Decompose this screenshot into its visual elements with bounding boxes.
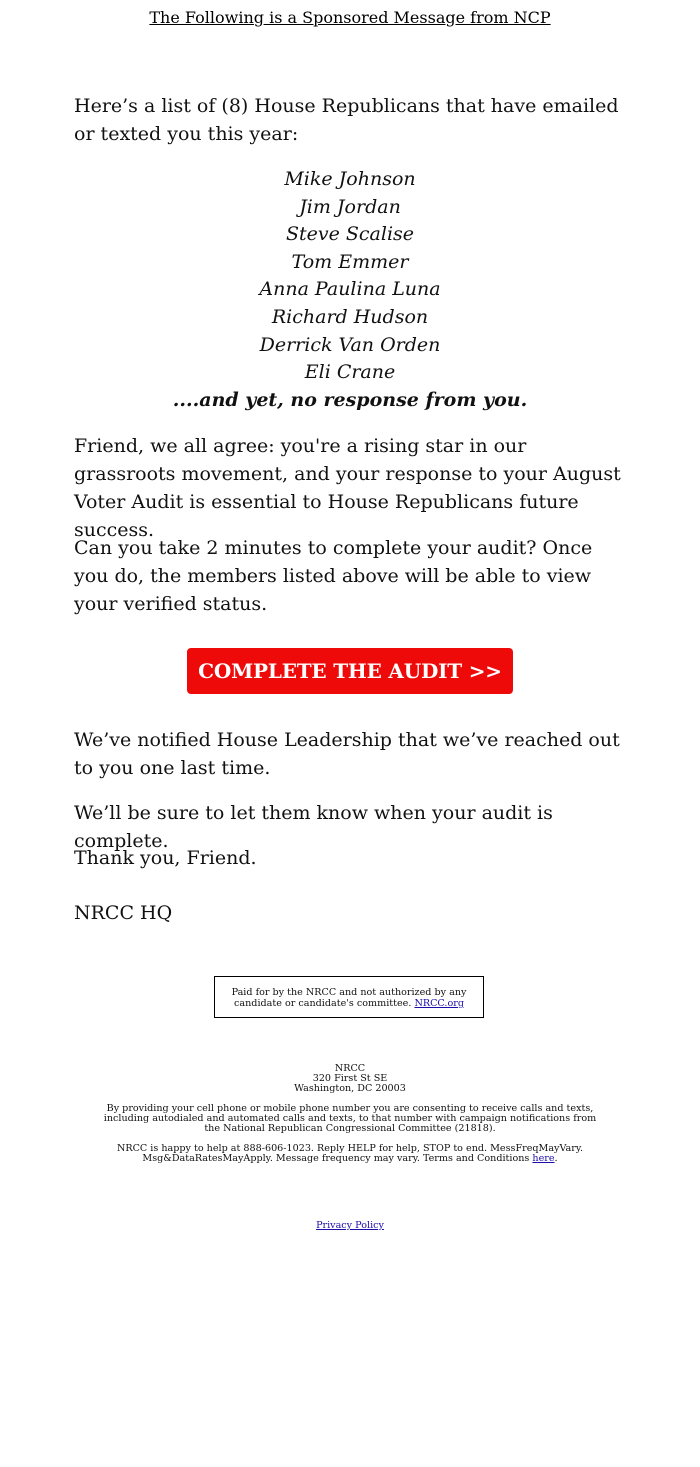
audit-request-paragraph: Can you take 2 minutes to complete your audit? Once you do, the members listed above will be able to view your verified status. <box>74 537 593 615</box>
complete-audit-button[interactable]: COMPLETE THE AUDIT >> <box>187 648 513 694</box>
list-item: Eli Crane <box>304 361 396 384</box>
nrcc-org-link[interactable]: NRCC.org <box>414 998 464 1009</box>
list-item: Jim Jordan <box>299 195 401 218</box>
address-street: 320 First St SE <box>312 1073 388 1084</box>
no-response-tagline: ....and yet, no response from you. <box>172 388 528 411</box>
address-city: Washington, DC 20003 <box>294 1083 406 1094</box>
list-item: Mike Johnson <box>284 168 416 190</box>
list-item: Richard Hudson <box>271 305 429 328</box>
list-item: Steve Scalise <box>285 223 415 246</box>
address-org: NRCC <box>334 1063 366 1074</box>
republicans-list <box>0 166 700 414</box>
help-period: . <box>554 1153 558 1164</box>
help-text-body: NRCC is happy to help at 888-606-1023. Reply HELP for help, STOP to end. MessFreqMayVary. Msg&DataRatesMayApply. Message frequency may vary. Terms and Conditions <box>116 1143 584 1164</box>
list-item: Tom Emmer <box>291 250 409 273</box>
audit-complete-paragraph: We’ll be sure to let them know when your audit is complete. <box>74 802 553 852</box>
intro-paragraph: Here’s a list of (8) House Republicans that have emailed or texted you this year: <box>74 95 619 145</box>
disclaimer-text: Paid for by the NRCC and not authorized by any candidate or candidate's committee. <box>231 987 467 1009</box>
list-item: Derrick Van Orden <box>259 333 441 356</box>
list-item: Anna Paulina Luna <box>259 278 441 301</box>
help-text <box>96 1144 604 1164</box>
thank-you-paragraph: Thank you, Friend. <box>74 847 257 869</box>
consent-text: By providing your cell phone or mobile phone number you are consenting to receive calls and texts, including autodialed and automated calls and texts, to that number with campaign notifications from the National Republican Congressional Committee (21818). <box>103 1103 597 1134</box>
leadership-notified-paragraph: We’ve notified House Leadership that we’ve reached out to you one last time. <box>74 729 620 779</box>
intro-text <box>74 92 630 148</box>
signature: NRCC HQ <box>74 902 173 924</box>
privacy-policy-row <box>96 1221 604 1231</box>
paid-for-disclaimer <box>214 976 484 1018</box>
terms-here-link[interactable]: here <box>532 1153 555 1164</box>
sponsored-message-banner[interactable]: The Following is a Sponsored Message from NCP <box>149 8 551 27</box>
mailing-address <box>96 1064 604 1094</box>
privacy-policy-link[interactable]: Privacy Policy <box>316 1220 384 1231</box>
rising-star-paragraph: Friend, we all agree: you're a rising star in our grassroots movement, and your response to your August Voter Audit is essential to House Republicans future success. <box>74 435 621 541</box>
